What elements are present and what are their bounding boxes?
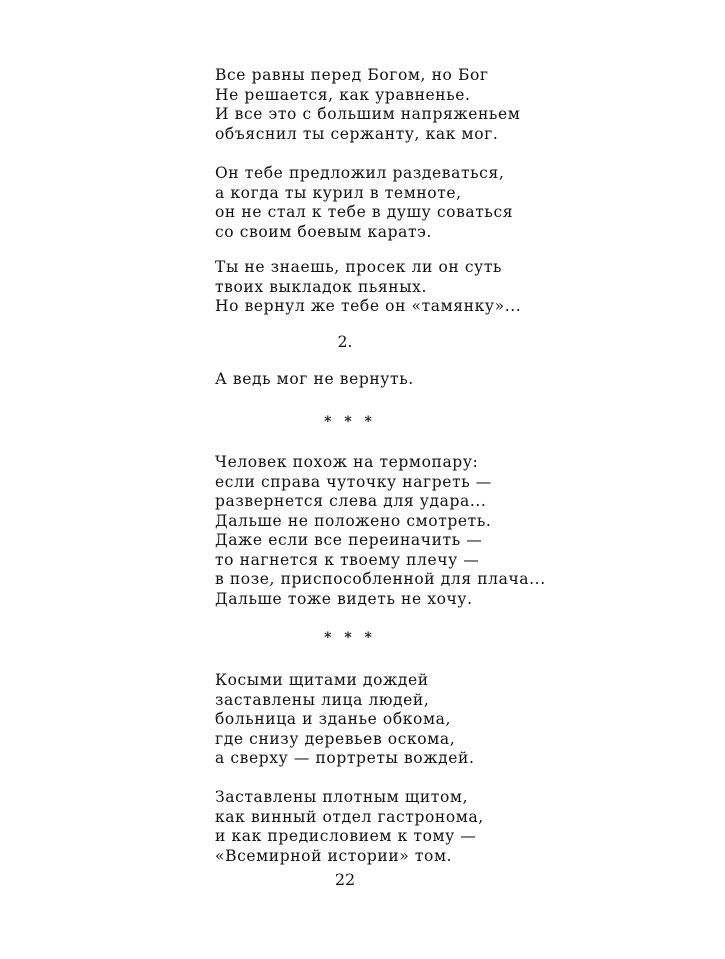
stanza [215,453,545,609]
poem-line: Дальше не положено смотреть. [215,511,492,530]
poem-line: твоих выкладок пьяных. [215,277,428,296]
poem-line: заставлены лица людей, [215,690,430,709]
poem-line: объяснил ты сержанту, как мог. [215,124,499,143]
page-number: 22 [334,870,356,889]
poem-line: он не стал к тебе в душу соваться [215,203,514,221]
poem-line: больница и зданье обкома, [215,710,452,728]
poem-line: как винный отдел гастронома, [215,807,484,826]
asterisk-separator: * * * [324,630,376,646]
poem-line: в позе, приспособленной для плача... [215,570,546,588]
poem-line: со своим боевым каратэ. [215,222,432,241]
stanza [215,164,545,242]
poem-line: Заставлены плотным щитом, [215,788,469,806]
poem-line: Косыми щитами дождей [215,671,429,689]
poem-line: и как предисловием к тому — [215,827,477,845]
stanza [215,370,545,390]
poem-line: Он тебе предложил раздеваться, [215,164,505,182]
poem-line: а сверху — портреты вождей. [215,749,475,767]
poem-line: а когда ты курил в темноте, [215,183,462,202]
poem-line: Ты не знаешь, просек ли он суть [215,258,503,276]
poem-line: где снизу деревьев оскома, [215,729,456,748]
poem-line: Человек похож на термопару: [215,453,479,471]
poem-line: «Всемирной истории» том. [215,846,453,865]
stanza [215,788,545,866]
poem-line: Все равны перед Богом, но Бог [215,66,489,84]
poem-line: Дальше тоже видеть не хочу. [215,589,473,608]
poem-line: то нагнется к твоему плечу — [215,550,480,569]
poem-line: Не решается, как уравненье. [215,85,471,104]
poem-line: развернется слева для удара... [215,492,487,510]
section-number: 2. [337,333,353,351]
poem-line: И все это с большим напряженьем [215,105,521,123]
stanza [215,258,545,317]
poem-line: если справа чуточку нагреть — [215,472,492,491]
asterisk-separator: * * * [324,414,376,430]
stanza [215,66,545,144]
poem-line: Но вернул же тебе он «тамянку»... [215,297,522,315]
poem-line: Даже если все переиначить — [215,531,483,549]
stanza [215,671,545,769]
poem-line: А ведь мог не вернуть. [215,370,414,388]
